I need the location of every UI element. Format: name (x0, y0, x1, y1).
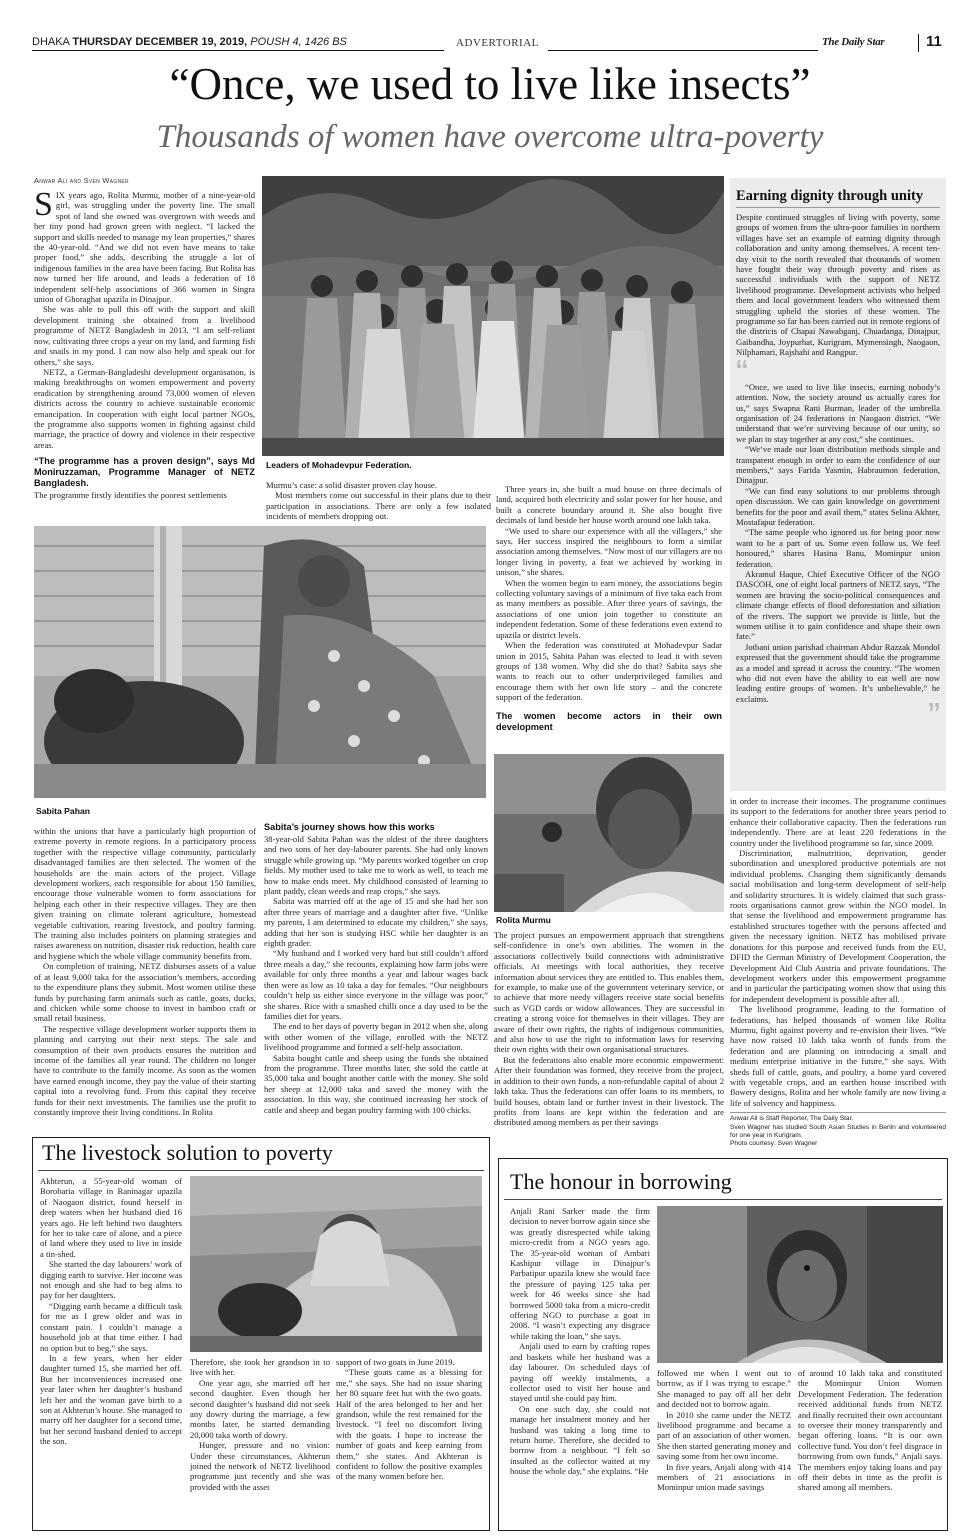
livestock-col-1 (40, 1176, 182, 1447)
livestock-col2-paragraph-3: Hunger, pressure and no vision: Under these circumstances, Akhterun joined the network of NETZ livelihood programme just recently and she was provided with the asset (190, 1440, 330, 1492)
lower-left-paragraph-3: The respective village development worker supports them in planning and carrying out their next steps. The sale and consumption of their own products ensures the nutrition and income of the families all year round. The children no longer have to contribute to the family income. As soon as the women have earned enough income, they pay the value of their starting capital into a revolving fund. From this capital they receive funds for their next investments. The families use the profit to constantly improve their living conditions. In Rolita (34, 1023, 256, 1117)
sidebar-paragraph-3: “We’ve made our loan distribution methods simple and transparent enough in order to earn the confidence of our members,” says Farida Yasmin, Habraumon federation, Dinajpur. (736, 444, 940, 486)
dateline (32, 36, 347, 48)
byline: Anwar Ali and Sven Wagner (34, 176, 129, 185)
honour-title: The honour in borrowing (510, 1169, 732, 1194)
livestock-col1-paragraph-3: “Digging earth became a difficult task for me as I grew older and was in constant pain. I couldn’t manage a household job at that time either. I had no option but to beg,” she says. (40, 1300, 182, 1353)
livestock-col1-paragraph-4: In a few years, when her elder daughter turned 15, she married her off. But her inconveniences increased one year later when her daughter’s husband left her and the woman gave birth to a son at Akhterun’s house. She managed to marry off her daughter for a second time, but her second husband denied to accept the son. (40, 1352, 182, 1447)
honour-col2-paragraph-1: followed me when I went out to borrow, as if I was trying to escape.” She managed to pay off all her debt and decided not to borrow again. (657, 1368, 791, 1410)
author-notes-rule (730, 1112, 946, 1113)
sidebar-paragraph-7: Jotbani union parishad chairman Abdur Razzak Mondol expressed that the government should take the programme as a model and spread it across the country. “The women who did not even have the ability to eat well are now leading entire groups of women. It’s unbelievable,” he exclaims. (736, 641, 940, 704)
livestock-title: The livestock solution to poverty (42, 1140, 333, 1165)
sabita-journey-column (264, 822, 488, 1115)
livestock-col2-paragraph-2: One year ago, she married off her second daughter. Even though her second daughter’s husband did not seek any dowry during the marriage, a few months later, he started demanding 20,000 taka worth of dowry. (190, 1377, 330, 1440)
lead-paragraph-3: NETZ, a German-Bangladeshi development organisation, is making breakthroughs on women empowerment and poverty eradication by strengthening around 73,000 women of eleven districts across the country to achieve sustainable economic emancipation. In cooperation with eight local partner NGOs, the programme also supports women in fighting against child marriage, the practice of dowry and violence in their respective areas. (34, 366, 255, 450)
right-mid-column (496, 484, 722, 734)
livestock-col-3 (336, 1357, 482, 1482)
actors-subhead: The women become actors in their own development (496, 710, 722, 732)
mid-paragraph-1: Murmu’s case: a solid disaster proven clay house. (266, 480, 437, 490)
lower-left-paragraph-1: within the unions that have a particularly high proportion of extreme poverty in remote regions. In a participatory process together with the respective village community, particularly disadvantaged families are then selected. The women of the households are the main actors of the project. Village development workers, each responsible for about 150 families, encourage those vulnerable women to form associations for helping each other in their respective villages. They are then given training on climate tolerant agriculture, homestead vegetable cultivation, rearing livestock, and poultry farming. The training also includes pointers on planning strategies and raises awareness on nutrition, disaster risk reduction, health care and hygiene which the whole village community benefits from. (34, 826, 256, 961)
mid-column (266, 480, 491, 522)
sabita-paragraph-3: “My husband and I worked very hard but still couldn’t afford three meals a day,” she recounts, explaining how farm jobs were available for only three months a year and labour wages back then were as low as 10 taka a day for females. “Our neighbours couldn’t help us either since everyone in the village was poor,” she shares. Rice with a smashed chilli once a day used to be the families diet for years. (264, 948, 488, 1021)
honour-col2-paragraph-2: In 2010 she came under the NETZ livelihood programme and became a part of an association of other women. She then started generating money and saving some from her own income. (657, 1409, 791, 1462)
federation-photo-image (262, 176, 724, 456)
lead-paragraph-2: She was able to pull this off with the support and skill development training she obtained from a livelihood programme of NETZ Bangladesh in 2013. “I am self-reliant now, cultivating three crops a year on my land, and farming fish and snails in my pond. I can now also help and speak out for others,” she says. (34, 304, 255, 367)
sidebar-paragraph-6: Akramul Haque, Chief Executive Officer of the NGO DASCOH, one of eight local partners of NETZ says, “The women are braving the socio-political consequences and climate change effects of flood deforestation and siltation of the rivers. The support we provide is little, but the women utilise it to gain confidence and shape their own fate.” (736, 569, 940, 642)
akhterun-photo (190, 1176, 482, 1352)
masthead-divider (918, 34, 919, 52)
sabita-journey-subhead: Sabita’s journey shows how this works (264, 822, 435, 832)
sabita-photo-image (34, 526, 486, 798)
sabita-caption: Sabita Pahan (36, 806, 90, 816)
honour-col3-paragraph-1: of around 10 lakh taka and constituted the Mominpur Union Women Development Federation. The federation received additional funds from NETZ and finally recruited their own accountant to oversee their money transparently and began offering loans. “It is our own collective fund. You don’t feel disgrace in borrowing from own funds,” Anjali says. The members enjoy taking loans and pay off their debts in time as the profit is shared among all members. (798, 1368, 942, 1493)
far-right-paragraph-1: in order to increase their incomes. The programme continues its support to the federations for another three years period to enhance their collaborative capacity. Then the federations run independently. There are at least 220 federations in the country under the livelihood programme so far, since 2009. (730, 796, 946, 848)
rolita-paragraph-2: But the federations also enable more economic empowerment: After their foundation was formed, they receive from the project, in addition to their own funds, a non-refundable capital of about 2 lakh taka. Thus the federations can offer loans to its members, to build houses, obtain land or further invest in their livestock. The profits from loans are kept within the federation and are distributed among members as per their savings (494, 1054, 724, 1128)
masthead-rule-right (548, 50, 818, 51)
livestock-col2-paragraph-1: Therefore, she took her grandson in to live with her. (190, 1357, 330, 1378)
sidebar-paragraph-2: “Once, we used to live like insects, earning nobody’s attention. Now, the society around us actually cares for us,” says Swapna Rani Burman, leader of the umbrella organisation of 24 federations in Naogaon district. “We understand that we’re surviving because of our unity, so we plan to stay together at any cost,” she continues. (736, 381, 940, 444)
paper-logo: The Daily Star (822, 36, 885, 48)
dateline-city: DHAKA (32, 36, 70, 48)
lower-left-column (34, 826, 256, 1117)
rolita-caption: Rolita Murmu (496, 915, 551, 925)
anjali-photo-image (657, 1206, 943, 1363)
subheadline: Thousands of women have overcome ultra-poverty (156, 119, 824, 155)
right-mid-paragraph-3: When the women begin to earn money, the associations begin collecting voluntary savings of a minimum of five taka each from as many members as possible. After three years of savings, the associations of one union join together to constitute an independent federation. Some of these federations even extend to upazila or district levels. (496, 577, 722, 640)
livestock-col-2 (190, 1357, 330, 1492)
sabita-paragraph-5: Sabita bought cattle and sheep using the funds she obtained from the programme. Three months later, she sold the cattle at 35,000 taka and bought another cattle with the money. She sold her sheep at 12,000 taka and saved the money with the association. In this way, she continued increasing her stock of cattle and sheep and began poultry farming with 100 chicks. (264, 1052, 488, 1115)
mid-paragraph-2: Most members come out successful in their plans due to their participation in associations. There are only a few isolated incidents of members dropping out. (266, 490, 491, 522)
livestock-col1-paragraph-2: She started the day labourers’ work of digging earth to survive. Her income was not enough and she had to beg alms to pay for her daughters. (40, 1259, 182, 1301)
right-mid-paragraph-4: When the federation was constituted at Mohadevpur Sadar union in 2015, Sabita Pahan was elected to lead it with seven groups of 138 women. Why did she do that? Sabita says she wants to reach out to other underprivileged families and encourage them with her own life story – and the concrete support of the federation. (496, 640, 722, 703)
sidebar-body (736, 212, 940, 737)
section-label: ADVERTORIAL (456, 37, 539, 49)
far-right-column (730, 796, 946, 1149)
rolita-photo (494, 754, 724, 912)
sabita-paragraph-4: The end to her days of poverty began in 2012 when she, along with other women of the village, enrolled with the NETZ livelihood programme and formed a self-help association. (264, 1021, 488, 1053)
sidebar-paragraph-4: “We can find easy solutions to our problems through open discussion. We can gain knowledge on government benefits for the poor and avail them,” states Selina Akhter, Mostafapur federation. (736, 485, 940, 527)
livestock-col3-paragraph-1: support of two goats in June 2019. (336, 1357, 455, 1367)
lead-after-quote: The programme firstly identifies the poorest settlements (34, 490, 227, 501)
sabita-photo (34, 526, 486, 798)
sidebar-paragraph-5: “The same people who ignored us for being poor now want to be a part of us. Some even follow us. We feel honoured,” shares Hasina Banu, Mominpur union federation. (736, 527, 940, 569)
drop-cap: S (34, 186, 53, 223)
dateline-date: THURSDAY DECEMBER 19, 2019, (72, 36, 248, 48)
lead-paragraph-1: IX years ago, Rolita Murmu, mother of a nine-year-old girl, was struggling under the poverty line. The small spot of land she owned was overgrown with weeds and her tiny pond had grown green with neglect. “I lacked the support and skills needed to manage my lean properties,” shares the 40-year-old. “And we did not even have means to take proper food,” she adds, describing the struggle a lot of indigenous families in the area have been facing. But Rolita has now turned her life around, and leads a federation of 18 independent self-help associations of 366 women in Singra union of Ghoraghat upazila in Dinajpur. (34, 190, 255, 305)
lead-quote-subhead: “The programme has a proven design”, says Md Moniruzzaman, Programme Manager of NETZ Bangladesh. (34, 456, 255, 489)
sidebar-paragraph-1: Despite continued struggles of living with poverty, some groups of women from the ultra-poor families in northern villages have set an example of earning dignity through collaboration and unity among themselves. A recent ten-day visit to the north revealed that thousands of women have fought their way through poverty and risen as successful individuals with the support of NETZ livelihood programme. Development activists who helped them and local government leaders who witnessed them struggling upheld the stories of these women. The programme so far has been carried out in remote regions of the districts of Chapai Nawabganj, Chuadanga, Dinajpur, Gaibandha, Joypurhat, Kurigram, Mymensingh, Naogaon, Nilphamari, Rajshahi and Rangpur. (736, 212, 940, 358)
rolita-column (494, 930, 724, 1128)
dateline-bangla: POUSH 4, 1426 BS (250, 36, 347, 48)
photo-credit: Photo courtesy: Sven Wagner (730, 1140, 818, 1148)
livestock-title-rule (38, 1170, 484, 1171)
rolita-photo-image (494, 754, 724, 912)
right-mid-paragraph-2: “We used to share our experience with all the villagers,” she says. Her success inspired the neighbours to form a similar association among themselves. “Now most of our villagers are no longer living in poverty, a feat we achieved by working in unison,” she shares. (496, 525, 722, 578)
livestock-col1-paragraph-1: Akhterun, a 55-year-old woman of Borobaria village in Raninagar upazila of Naogaon district, found herself in deep waters when her husband died 16 years ago. He left behind two daughters for her to take care of alone, and a piece of land where they used to live in inside a tin-shed. (40, 1176, 182, 1259)
author-note-2: Sven Wagner has studied South Asian Studies in Berlin and volunteered for one year in Kurigram. (730, 1123, 946, 1139)
rolita-paragraph-1: The project pursues an empowerment approach that strengthens self-confidence in one’s own abilities. The women in the associations collectively build connections with administrative officials. At meetings with local authorities, they receive information about services they are entitled to. This enables them, for example, to make use of the government veterinary service, or to achieve that more needy villagers receive state social benefits such as VGD cards or widow allowances. They are successful in creating a strong voice for themselves in their villages. They are aware of their own rights, the rights of indigenous communities, and also how to use the right to information laws for reserving their own rights with their own organisational structures. (494, 930, 724, 1055)
livestock-col3-paragraph-2: “These goats came as a blessing for me,” she says. She had no issue sharing her 80 square feet hut with the two goats. Half of the area belonged to her and her grandson, while the rest remained for the livestock. “I feel no discomfort living with the goats. I hope to increase the number of goats and keep earning from them,” she states. And Akhterun is confident to follow the positive examples of the many women before her. (336, 1367, 482, 1482)
anjali-photo (657, 1206, 943, 1363)
sabita-paragraph-1: 38-year-old Sabita Pahan was the oldest of the three daughters and two sons of her day-labourer parents. She had only known struggle while growing up. “My parents worked together on crop fields. My mother used to take me to work as well, to teach me how to make ends meet. My childhood consisted of learning to plant paddy, clean weeds and reap crops,” she says. (264, 834, 488, 897)
quote-mark-close-icon: ” (928, 695, 940, 737)
honour-title-rule (504, 1199, 942, 1200)
honour-col1-paragraph-1: Anjali Rani Sarker made the firm decision to never borrow again since she was greatly disrespected while taking micro-credit from a NGO years ago. The 35-year-old woman of Ambari Kashipur village in Dinajpur’s Parbatipur upazila knew she would face the pressure of paying 125 taka per week for 46 weeks since she had borrowed 5000 taka from a micro-credit offering NGO to purchase a goat in 2008. “I wasn’t expecting any disgrace while taking the loan,” she says. (510, 1206, 650, 1341)
quote-mark-open-icon: “ (736, 351, 748, 393)
page-number: 11 (926, 33, 942, 50)
honour-col-3 (798, 1368, 942, 1493)
headline: “Once, we used to live like insects” (169, 59, 811, 109)
author-note-1: Anwar Ali is Staff Reporter, The Daily Star. (730, 1115, 854, 1123)
akhterun-photo-image (190, 1176, 482, 1352)
right-mid-paragraph-1: Three years in, she built a mud house on three decimals of land, acquired both electricity and solar power for her house, and built a concrete boundary around it. She also bought five decimals of land beside her house worth around one lakh taka. (496, 484, 722, 526)
masthead-rule-left (32, 50, 444, 51)
honour-col1-paragraph-3: On one such day, she could not manage her instalment money and her husband was taking a long time to return home. Therefore, she decided to borrow from a neighbour. “I felt so insulted as the collector waited at my house the whole day,” she explains. “He (510, 1403, 650, 1477)
lead-story (34, 186, 255, 501)
federation-photo (262, 176, 724, 456)
honour-col-1 (510, 1206, 650, 1477)
far-right-paragraph-2: Discrimination, malnutrition, deprivation, gender subordination and unexplored productive potentials are not individual problems. Changing them significantly demands social mobilisation and long-term development of self-help and solidarity structures. It is widely claimed that such grass-roots organisations cannot grow within the NGO model. In that sense the livelihood and empowerment programme has established structures together with the persons affected and given the necessary ignition. NETZ has mobilised private donations for this purpose and received funds from the EU, DFID the German Ministry of Development Cooperation, the Development Aid Club Austria and private foundations. The development workers under this empowerment programme and in particular the participating women show that using this for independent development is possible after all. (730, 848, 946, 1004)
sidebar-title: Earning dignity through unity (736, 188, 924, 204)
federation-caption: Leaders of Mohadevpur Federation. (266, 460, 412, 470)
sidebar-title-rule (736, 207, 940, 208)
honour-col-2 (657, 1368, 791, 1493)
sabita-paragraph-2: Sabita was married off at the age of 15 and she had her son after three years of marriage and a daughter after five. “Unlike my parents, I am determined to educate my children,” she says, adding that her son is studying HSC while her daughter is an eighth grader. (264, 896, 488, 949)
far-right-paragraph-3: The livelihood programme, leading to the formation of federations, has helped thousands of women like Rolita Murmu, fight against poverty and re-envision their lives. “We have now raised 10 lakh taka worth of funds from the federation and are planning on introducing a small and medium enterprise initiative in the future,” she says. With sheds full of cattle, goats, and poultry, a home yard covered with vegetable crops, and an earthen house inscribed with flowery designs, Rolita and her whole family are now living a life of solvency and happiness. (730, 1004, 946, 1108)
lower-left-paragraph-2: On completion of training, NETZ disburses assets of a value of at least 9,000 taka for the association’s members, according to the expenditure plans they submit. Most women utilise these funds by purchasing farm animals such as cattle, goats, ducks, and chicken while some choose to invest in bamboo craft or small retail business. (34, 961, 256, 1024)
honour-col2-paragraph-3: In five years, Anjali along with 414 members of 21 associations in Mominpur union made savings (657, 1461, 791, 1493)
honour-col1-paragraph-2: Anjali used to earn by crafting ropes and baskets while her husband was a day labourer. On scheduled days of paying off weekly instalments, a collector used to visit her house and stayed until she could pay him. (510, 1341, 650, 1404)
